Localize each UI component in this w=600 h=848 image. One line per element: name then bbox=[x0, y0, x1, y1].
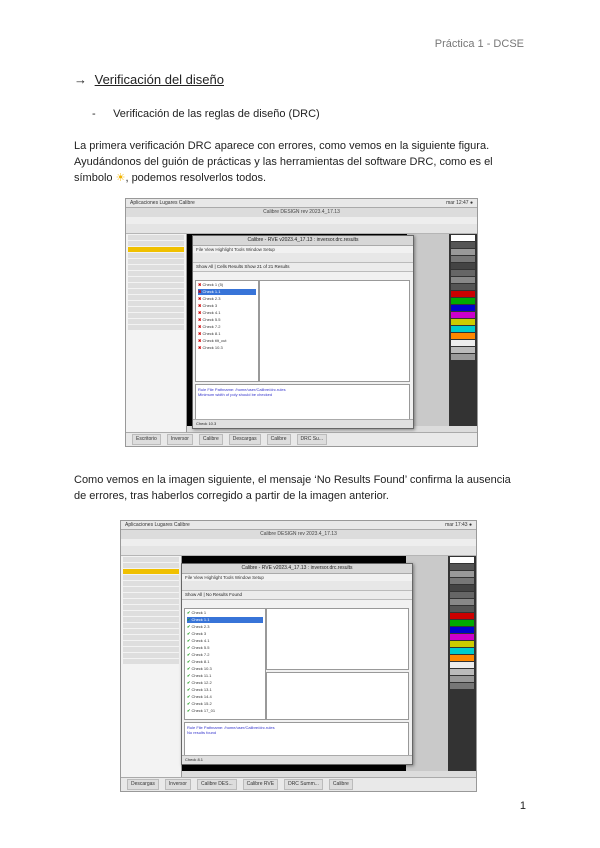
taskbar-item[interactable]: Descargas bbox=[229, 434, 261, 445]
taskbar-item[interactable]: Calibre DES... bbox=[197, 779, 237, 790]
window-title: Calibre DESIGN rev 2023.4_17.13 bbox=[126, 208, 477, 217]
error-icon: ✖ bbox=[198, 324, 203, 329]
paragraph-1 bbox=[74, 138, 534, 186]
check-icon: ✔ bbox=[187, 610, 192, 615]
rve-footer: Check 10.3 bbox=[193, 419, 413, 428]
taskbar-item[interactable]: Calibre RVE bbox=[243, 779, 278, 790]
result-row[interactable]: ✔ Check 5.5 bbox=[187, 645, 210, 650]
result-row[interactable]: ✖ Check 1.1 bbox=[198, 289, 256, 295]
result-row[interactable]: ✖ Check 4.1 bbox=[198, 310, 221, 315]
check-icon: ✔ bbox=[187, 659, 192, 664]
error-icon: ✖ bbox=[198, 289, 203, 294]
section-title-text: Verificación del diseño bbox=[94, 72, 224, 87]
sun-icon: ☀ bbox=[115, 172, 126, 184]
bullet-dash: - bbox=[92, 108, 96, 120]
taskbar-item[interactable]: Calibre bbox=[199, 434, 223, 445]
result-row[interactable]: ✔ Check 10.3 bbox=[187, 666, 212, 671]
result-row[interactable]: ✔ Check 15.2 bbox=[187, 701, 212, 706]
rve-dialog-menu: File View Highlight Tools Window Setup bbox=[185, 575, 264, 580]
topbar-clock: mar 17:43 ● bbox=[445, 522, 472, 528]
taskbar-item[interactable]: DRC Su... bbox=[297, 434, 328, 445]
library-panel bbox=[126, 234, 187, 432]
result-row[interactable]: ✖ Check 3 bbox=[198, 303, 218, 308]
check-icon: ✔ bbox=[187, 694, 192, 699]
taskbar-item[interactable]: Inversor bbox=[167, 434, 193, 445]
check-icon: ✔ bbox=[187, 666, 192, 671]
desktop-topbar bbox=[126, 199, 477, 208]
result-row[interactable]: ✔ Check 17_01 bbox=[187, 708, 216, 713]
log-line: No results found bbox=[187, 730, 217, 735]
paragraph-2-line-2: de errores, tras haberlos corregido a partir de la imagen anterior. bbox=[74, 490, 389, 502]
window-menubar bbox=[121, 539, 476, 546]
paragraph-1-line-1: La primera verificación DRC aparece con errores, como vemos en la siguiente figura. bbox=[74, 140, 490, 152]
rve-log bbox=[195, 384, 410, 420]
log-line: Rule File Pathname: /home/user/Calibre/drc.rules bbox=[198, 387, 286, 392]
check-icon: ✔ bbox=[187, 631, 192, 636]
topbar-left: Aplicaciones Lugares Calibre bbox=[130, 200, 195, 206]
result-row[interactable]: ✔ Check 12.2 bbox=[187, 680, 212, 685]
rve-dialog-toolbar bbox=[182, 581, 412, 591]
taskbar-item[interactable]: Inversor bbox=[165, 779, 191, 790]
library-panel bbox=[121, 556, 182, 777]
taskbar-item[interactable]: DRC Summ... bbox=[284, 779, 323, 790]
result-row[interactable]: ✖ Check 10.3 bbox=[198, 345, 223, 350]
result-row[interactable]: ✖ Check 2.3 bbox=[198, 296, 221, 301]
paragraph-2-line-1: Como vemos en la imagen siguiente, el mensaje ‘No Results Found’ confirma la ausencia bbox=[74, 474, 511, 486]
check-icon: ✔ bbox=[187, 617, 192, 622]
paragraph-1-line-3 bbox=[74, 170, 534, 186]
check-icon: ✔ bbox=[187, 673, 192, 678]
rve-results-tree bbox=[184, 608, 266, 720]
window-toolbar bbox=[126, 224, 477, 234]
result-row[interactable]: ✖ Check 5.5 bbox=[198, 317, 221, 322]
log-line: Rule File Pathname: /home/user/Calibre/drc.rules bbox=[187, 725, 275, 730]
result-row[interactable]: ✖ Check tilt_cut bbox=[198, 338, 227, 343]
taskbar bbox=[121, 777, 476, 791]
rve-dialog-title: Calibre - RVE v2023.4_17.13 : inversor.drc.results bbox=[182, 564, 412, 574]
result-row[interactable]: ✔ Check 8.1 bbox=[187, 659, 210, 664]
error-icon: ✖ bbox=[198, 317, 203, 322]
check-icon: ✔ bbox=[187, 708, 192, 713]
page-number: 1 bbox=[519, 800, 526, 812]
layer-palette bbox=[448, 556, 476, 777]
check-icon: ✔ bbox=[187, 652, 192, 657]
bullet-item bbox=[92, 108, 320, 120]
taskbar-item[interactable]: Escritorio bbox=[132, 434, 161, 445]
taskbar-item[interactable]: Calibre bbox=[267, 434, 291, 445]
paragraph-2 bbox=[74, 472, 534, 504]
result-row[interactable]: ✖ Check 1 (5) bbox=[198, 282, 224, 287]
error-icon: ✖ bbox=[198, 345, 203, 350]
desktop-topbar bbox=[121, 521, 476, 530]
result-row[interactable]: ✖ Check 7.2 bbox=[198, 324, 221, 329]
topbar-clock: mar 12:47 ● bbox=[446, 200, 473, 206]
rve-results-tree bbox=[195, 280, 259, 382]
result-row[interactable]: ✔ Check 1.1 bbox=[187, 617, 263, 623]
rve-dialog-toolbar bbox=[193, 253, 413, 263]
rve-results-summary: Show All | No Results Found bbox=[182, 591, 412, 600]
bullet-text: Verificación de las reglas de diseño (DRC) bbox=[113, 108, 320, 120]
check-icon: ✔ bbox=[187, 701, 192, 706]
result-row[interactable]: ✔ Check 2.3 bbox=[187, 624, 210, 629]
screenshot-drc-no-results bbox=[120, 520, 477, 792]
taskbar-item[interactable]: Calibre bbox=[329, 779, 353, 790]
result-row[interactable]: ✔ Check 14.4 bbox=[187, 694, 212, 699]
arrow-icon: → bbox=[74, 72, 87, 87]
window-menubar bbox=[126, 217, 477, 224]
result-row[interactable]: ✔ Check 7.2 bbox=[187, 652, 210, 657]
screenshot-drc-errors bbox=[125, 198, 478, 447]
result-row[interactable]: ✔ Check 3 bbox=[187, 631, 207, 636]
result-row[interactable]: ✔ Check 11.1 bbox=[187, 673, 212, 678]
paragraph-1-line-3a: símbolo bbox=[74, 172, 116, 184]
error-icon: ✖ bbox=[198, 331, 203, 336]
check-icon: ✔ bbox=[187, 624, 192, 629]
rve-dialog-title: Calibre - RVE v2023.4_17.13 : inversor.drc.results bbox=[193, 236, 413, 246]
rve-log bbox=[184, 722, 409, 758]
result-row[interactable]: ✖ Check 8.1 bbox=[198, 331, 221, 336]
rve-detail-pane bbox=[266, 608, 409, 670]
result-row[interactable]: ✔ Check 1 bbox=[187, 610, 207, 615]
error-icon: ✖ bbox=[198, 338, 203, 343]
error-icon: ✖ bbox=[198, 282, 203, 287]
layer-palette bbox=[449, 234, 477, 432]
running-header: Práctica 1 - DCSE bbox=[434, 38, 524, 50]
error-icon: ✖ bbox=[198, 296, 203, 301]
check-icon: ✔ bbox=[187, 680, 192, 685]
rve-dialog-menu: File View Highlight Tools Window Setup bbox=[196, 247, 275, 252]
check-icon: ✔ bbox=[187, 638, 192, 643]
check-icon: ✔ bbox=[187, 687, 192, 692]
topbar-left: Aplicaciones Lugares Calibre bbox=[125, 522, 190, 528]
rve-footer: Check 8.1 bbox=[182, 755, 412, 764]
taskbar-item[interactable]: Descargas bbox=[127, 779, 159, 790]
check-icon: ✔ bbox=[187, 645, 192, 650]
rve-dialog bbox=[192, 235, 414, 429]
paragraph-1-line-3b: , podemos resolverlos todos. bbox=[125, 172, 267, 184]
log-line: Minimum width of poly should be checked bbox=[198, 392, 273, 397]
rve-results-summary: Show All | Cells Results Show 21 of 21 Results bbox=[193, 263, 413, 272]
window-title: Calibre DESIGN rev 2023.4_17.13 bbox=[121, 530, 476, 539]
rve-detail-pane-lower bbox=[266, 672, 409, 720]
rve-detail-pane bbox=[259, 280, 410, 382]
result-row[interactable]: ✔ Check 13.1 bbox=[187, 687, 212, 692]
error-icon: ✖ bbox=[198, 303, 203, 308]
rve-dialog bbox=[181, 563, 413, 765]
taskbar bbox=[126, 432, 477, 446]
paragraph-1-line-2: Ayudándonos del guión de prácticas y las herramientas del software DRC, como es el bbox=[74, 156, 493, 168]
window-toolbar bbox=[121, 546, 476, 556]
result-row[interactable]: ✔ Check 4.1 bbox=[187, 638, 210, 643]
section-title bbox=[74, 72, 224, 87]
error-icon: ✖ bbox=[198, 310, 203, 315]
